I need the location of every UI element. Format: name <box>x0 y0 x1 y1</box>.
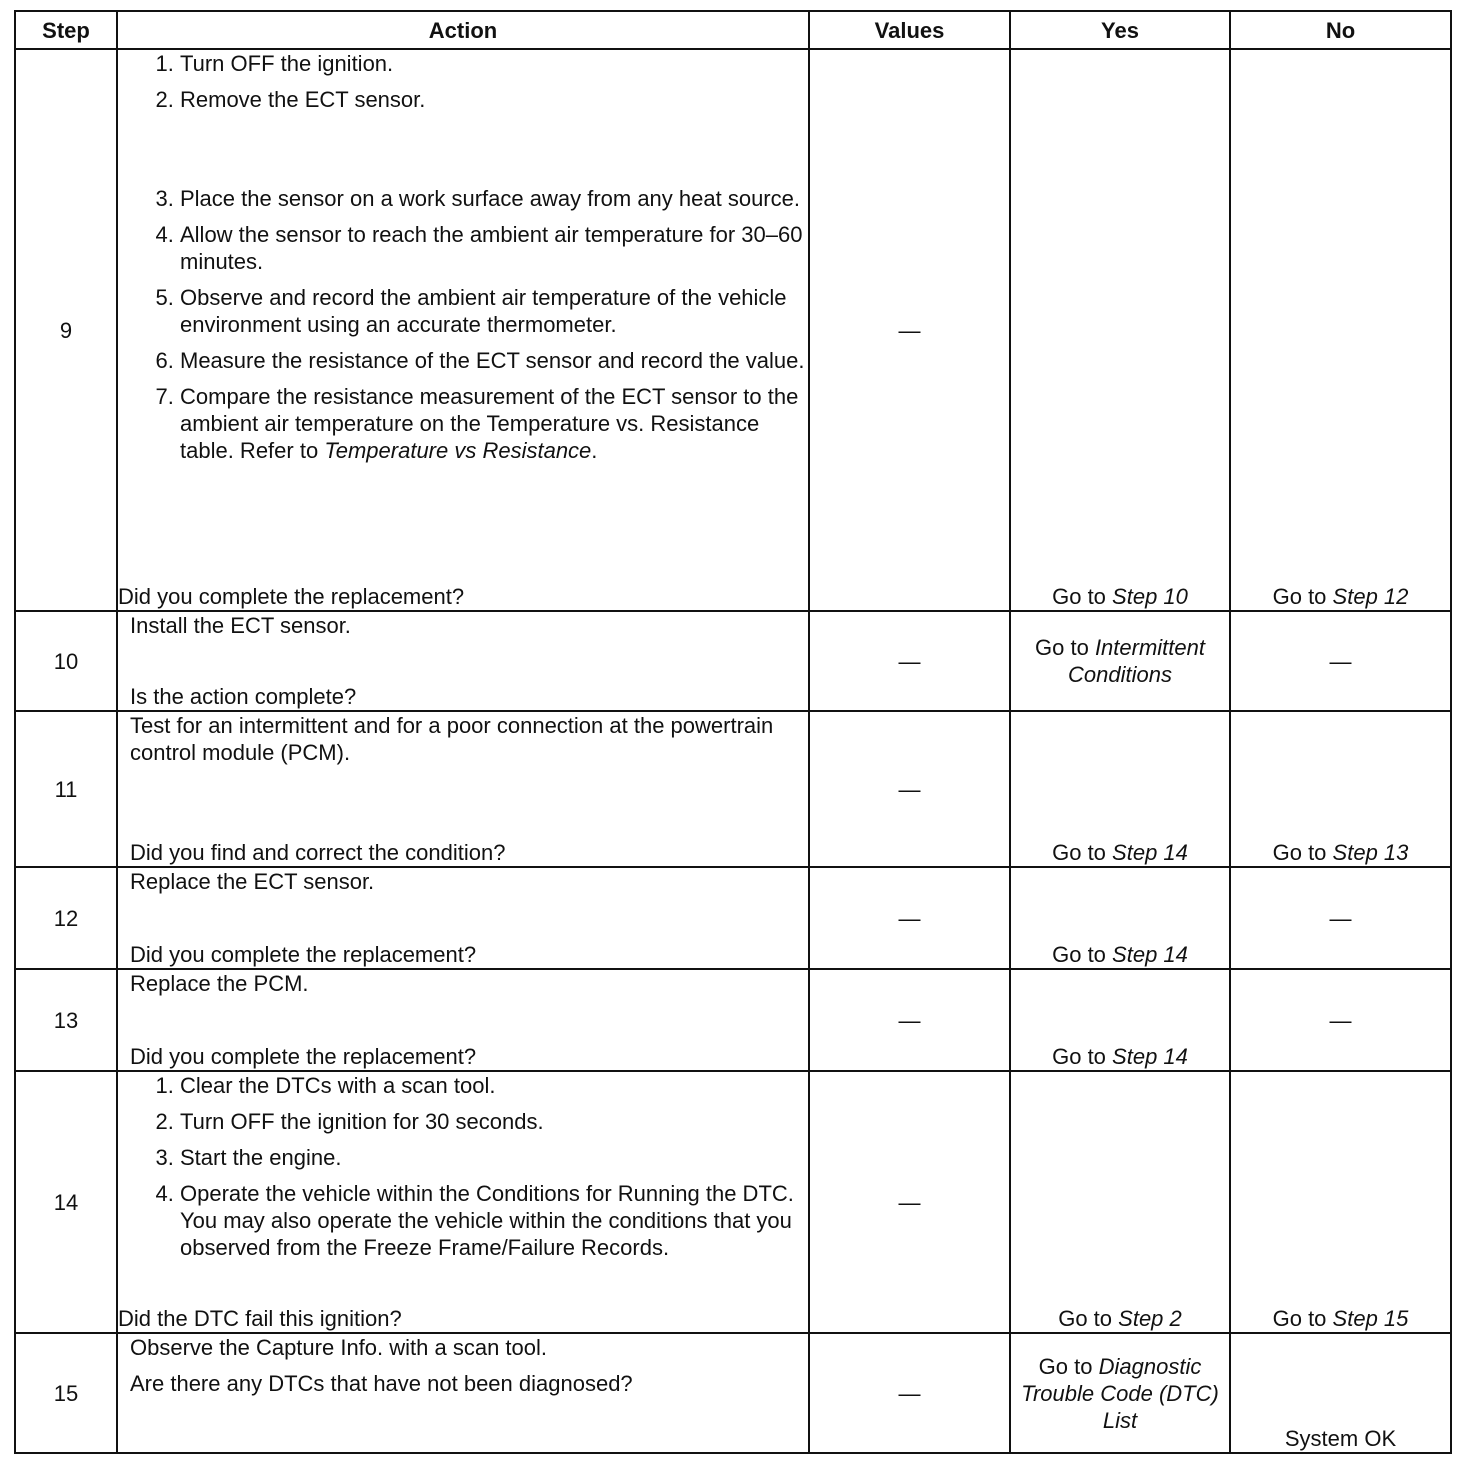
yes-link[interactable]: Diagnostic Trouble Code (DTC) List <box>1021 1353 1219 1433</box>
table-row <box>15 49 1451 611</box>
header-no: No <box>1230 11 1451 49</box>
list-item: 2. Turn OFF the ignition for 30 seconds. <box>180 1108 808 1135</box>
yes-cell: Go to Intermittent Conditions <box>1010 611 1230 711</box>
table-row <box>15 1333 1451 1453</box>
list-item: 2. Remove the ECT sensor. <box>180 86 808 113</box>
step-number: 11 <box>15 711 117 867</box>
value-cell: — <box>809 1333 1010 1453</box>
value-cell: — <box>809 611 1010 711</box>
no-cell: — <box>1230 969 1451 1071</box>
list-item: 1. Clear the DTCs with a scan tool. <box>180 1072 808 1099</box>
step-number: 14 <box>15 1071 117 1333</box>
value-cell: — <box>809 867 1010 969</box>
table-row <box>15 867 1451 969</box>
question: Is the action complete? <box>130 684 357 709</box>
list-item: 6. Measure the resistance of the ECT sensor and record the value. <box>180 347 808 374</box>
value-cell: — <box>809 1071 1010 1333</box>
table-row <box>15 711 1451 867</box>
question: Did you complete the replacement? <box>130 1044 477 1069</box>
action-cell <box>117 1071 809 1333</box>
yes-cell: Go to Step 10 <box>1010 49 1230 611</box>
yes-link[interactable]: Step 14 <box>1112 942 1188 967</box>
no-cell: Go to Step 15 <box>1230 1071 1451 1333</box>
list-item-text: Compare the resistance measurement of the ECT sensor to the ambient air temperature on the Temperature vs. Resistance table. Refer to <box>180 384 799 463</box>
table-row <box>15 969 1451 1071</box>
header-values: Values <box>809 11 1010 49</box>
step-number: 13 <box>15 969 117 1071</box>
no-link[interactable]: Step 13 <box>1332 840 1409 865</box>
step-number: 15 <box>15 1333 117 1453</box>
table-row <box>15 611 1451 711</box>
instruction: Replace the PCM. <box>130 971 309 996</box>
list-item: 3. Place the sensor on a work surface away from any heat source. <box>180 185 808 212</box>
yes-cell: Go to Diagnostic Trouble Code (DTC) List <box>1010 1333 1230 1453</box>
value-cell: — <box>809 969 1010 1071</box>
no-cell: System OK <box>1230 1333 1451 1453</box>
value-cell: — <box>809 49 1010 611</box>
action-list <box>118 50 808 473</box>
action-cell <box>117 611 809 711</box>
step-number: 9 <box>15 49 117 611</box>
no-link[interactable]: Step 15 <box>1332 1306 1409 1331</box>
header-row <box>15 11 1451 49</box>
step-number: 12 <box>15 867 117 969</box>
instruction: Test for an intermittent and for a poor connection at the powertrain control module (PCM). <box>130 713 774 765</box>
yes-link[interactable]: Step 14 <box>1112 1044 1188 1069</box>
action-list <box>118 1072 808 1261</box>
question: Did you complete the replacement? <box>130 942 477 967</box>
value-cell: — <box>809 711 1010 867</box>
list-item: 1. Turn OFF the ignition. <box>180 50 808 77</box>
yes-link[interactable]: Step 2 <box>1118 1306 1182 1331</box>
question: Did you complete the replacement? <box>118 584 465 609</box>
no-cell: — <box>1230 611 1451 711</box>
yes-cell: Go to Step 14 <box>1010 711 1230 867</box>
list-item: 4. Operate the vehicle within the Conditions for Running the DTC. You may also operate the vehicle within the conditions that you observed from the Freeze Frame/Failure Records. <box>180 1180 808 1261</box>
no-cell: — <box>1230 867 1451 969</box>
spacer <box>180 122 808 176</box>
yes-link[interactable]: Intermittent Conditions <box>1068 635 1205 687</box>
list-item: 4. Allow the sensor to reach the ambient air temperature for 30–60 minutes. <box>180 221 808 275</box>
yes-cell: Go to Step 2 <box>1010 1071 1230 1333</box>
diagnostic-table <box>14 10 1452 1454</box>
action-cell <box>117 867 809 969</box>
yes-link[interactable]: Step 10 <box>1112 584 1188 609</box>
list-item: 5. Observe and record the ambient air temperature of the vehicle environment using an accurate thermometer. <box>180 284 808 338</box>
action-cell <box>117 969 809 1071</box>
no-cell: Go to Step 12 <box>1230 49 1451 611</box>
question: Did you find and correct the condition? <box>130 840 506 865</box>
header-yes: Yes <box>1010 11 1230 49</box>
list-item: 3. Start the engine. <box>180 1144 808 1171</box>
action-cell <box>117 711 809 867</box>
list-item: 7. Compare the resistance measurement of the ECT sensor to the ambient air temperature on the Temperature vs. Resistance table. Refer to Temperature vs Resistance. <box>180 383 808 464</box>
no-cell: Go to Step 13 <box>1230 711 1451 867</box>
reference-link[interactable]: Temperature vs Resistance <box>324 438 592 463</box>
table-row <box>15 1071 1451 1333</box>
yes-cell: Go to Step 14 <box>1010 969 1230 1071</box>
yes-cell: Go to Step 14 <box>1010 867 1230 969</box>
action-cell <box>117 1333 809 1453</box>
header-step: Step <box>15 11 117 49</box>
action-cell <box>117 49 809 611</box>
instruction: Observe the Capture Info. with a scan tool. <box>130 1335 548 1360</box>
instruction: Install the ECT sensor. <box>130 613 351 638</box>
step-number: 10 <box>15 611 117 711</box>
question: Are there any DTCs that have not been diagnosed? <box>130 1371 633 1396</box>
no-link[interactable]: Step 12 <box>1332 584 1409 609</box>
header-action: Action <box>117 11 809 49</box>
instruction: Replace the ECT sensor. <box>130 869 375 894</box>
question: Did the DTC fail this ignition? <box>118 1306 402 1331</box>
yes-link[interactable]: Step 14 <box>1112 840 1188 865</box>
